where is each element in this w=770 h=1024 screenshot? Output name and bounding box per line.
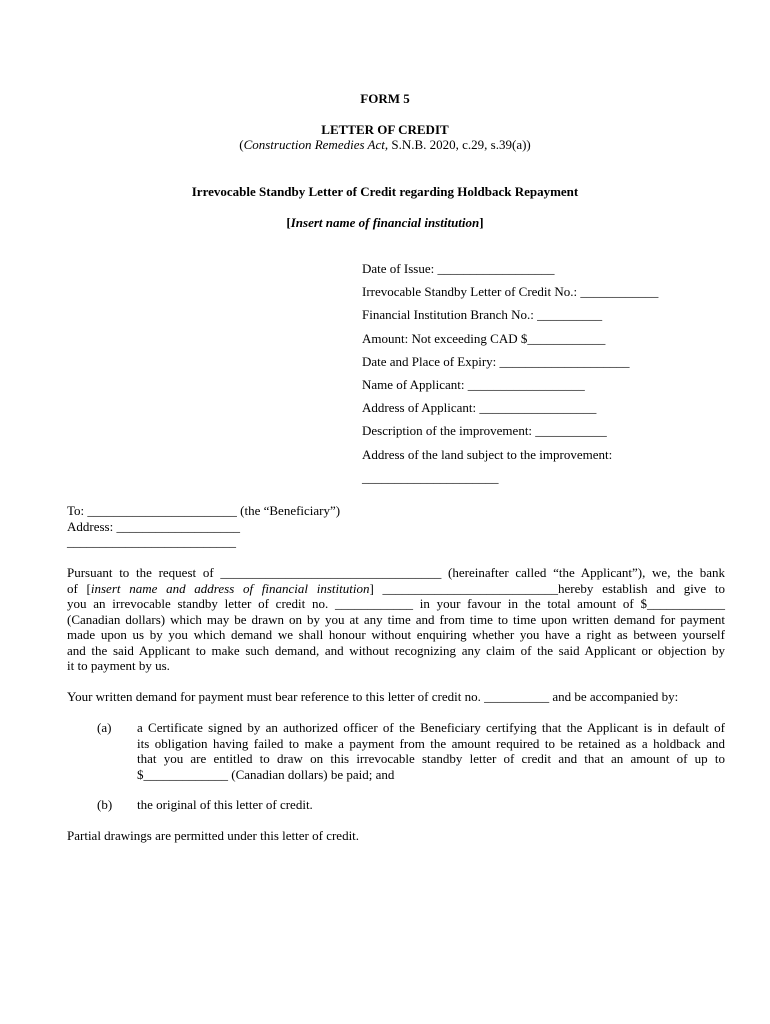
institution-name-address-placeholder: insert name and address of financial institution — [90, 580, 370, 596]
request-line-2-end: ] ___________________________hereby establish and give to — [369, 580, 725, 596]
original-letter-line: the original of this letter of credit. — [137, 797, 313, 812]
recipient-block — [67, 503, 725, 550]
request-line-3: you an irrevocable standby letter of credit no. ____________ in your favour in the total amount of $____________ — [67, 596, 725, 611]
demand-paragraph: Your written demand for payment must bear reference to this letter of credit no. __________ and be accompanied by: — [67, 689, 679, 704]
branch-number-field: Financial Institution Branch No.: __________ — [362, 307, 603, 323]
expiry-field: Date and Place of Expiry: ____________________ — [362, 353, 630, 369]
request-paragraph — [67, 565, 725, 674]
list-marker-b: (b) — [97, 797, 113, 812]
beneficiary-line: To: _______________________ (the “Beneficiary”) — [67, 503, 341, 518]
improvement-description-field: Description of the improvement: ___________ — [362, 423, 607, 439]
certificate-line-1: a Certificate signed by an authorized officer of the Beneficiary certifying that the Applicant is in default of — [137, 720, 725, 735]
institution-name-placeholder: Insert name of financial institution — [290, 215, 480, 230]
amount-field: Amount: Not exceeding CAD $____________ — [362, 330, 606, 346]
request-line-4: (Canadian dollars) which may be drawn on by you at any time and from time to time upon written demand for payment — [67, 611, 725, 627]
list-content-a — [137, 720, 725, 782]
request-line-1: Pursuant to the request of __________________________________ (hereinafter called “the Applicant”), we, the bank — [67, 565, 725, 580]
request-line-5: made upon us by you which demand we shall honour without enquiring whether you have a right as between yourself — [67, 627, 725, 642]
credit-number-field: Irrevocable Standby Letter of Credit No.: ____________ — [362, 284, 659, 300]
beneficiary-address-blank: __________________________ — [67, 534, 236, 549]
request-line-2-start: of [ — [67, 580, 91, 596]
institution-bracket-open: [ — [286, 215, 291, 230]
applicant-address-field: Address of Applicant: __________________ — [362, 400, 597, 416]
list-content-b — [137, 797, 725, 813]
citation-act: Construction Remedies Act, — [243, 137, 389, 152]
institution-bracket-close: ] — [479, 215, 484, 230]
citation-open: ( — [239, 137, 244, 152]
document-subtitle: Irrevocable Standby Letter of Credit regarding Holdback Repayment — [191, 184, 579, 199]
request-line-7: it to payment by us. — [67, 658, 170, 673]
list-marker-a: (a) — [97, 720, 112, 735]
form-number: FORM 5 — [360, 91, 410, 106]
land-address-label: Address of the land subject to the improvement: — [362, 446, 613, 462]
partial-drawings-paragraph: Partial drawings are permitted under this letter of credit. — [67, 828, 360, 843]
applicant-name-field: Name of Applicant: __________________ — [362, 376, 585, 392]
beneficiary-address-line: Address: ___________________ — [67, 518, 240, 534]
request-line-6: and the said Applicant to make such demand, and without recognizing any claim of the said Applicant or objection by — [67, 642, 725, 658]
land-address-blank: _____________________ — [362, 469, 499, 485]
certificate-line-3: that you are entitled to draw on this irrevocable standby letter of credit and that an amount of up to — [137, 751, 725, 766]
document-title: LETTER OF CREDIT — [321, 122, 449, 137]
certificate-line-2: its obligation having failed to make a payment from the amount required to be retained as a holdback and — [137, 735, 725, 751]
institution-placeholder — [0, 215, 770, 231]
citation-rest: S.N.B. 2020, c.29, s.39(a)) — [388, 137, 531, 152]
certificate-line-4: $_____________ (Canadian dollars) be paid; and — [137, 766, 395, 782]
credit-details — [362, 261, 742, 493]
request-line-2 — [67, 581, 725, 597]
statute-citation — [0, 137, 770, 153]
date-of-issue-field: Date of Issue: __________________ — [362, 261, 555, 276]
